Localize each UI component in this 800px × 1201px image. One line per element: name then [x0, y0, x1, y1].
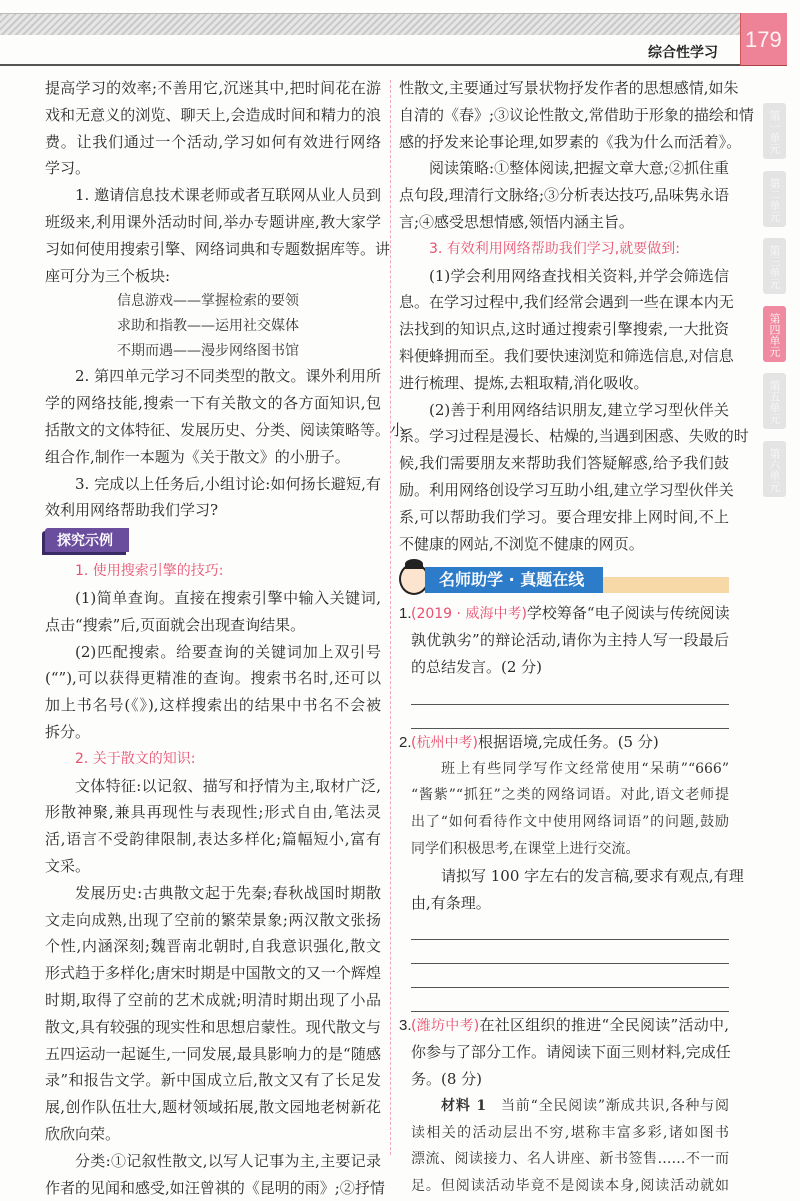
question: [399, 1012, 729, 1092]
material-text: 漂流、阅读接力、名人讲座、新书签售……不一而: [411, 1151, 729, 1168]
text-line: 进行梳理、提炼,去粗取精,消化吸收。: [399, 373, 649, 392]
paragraph: [45, 75, 381, 182]
side-tab-unit-2[interactable]: 第二单元: [763, 171, 786, 227]
text-line: 欣欣向荣。: [45, 1124, 121, 1143]
paragraph: [399, 397, 749, 558]
text-line: “酱紫”“抓狂”之类的网络词语。对此,语文老师提: [411, 787, 729, 804]
banner-stripe: [603, 577, 729, 593]
side-tab-unit-1[interactable]: 第一单元: [763, 103, 786, 159]
question-text: 在社区组织的推进“全民阅读”活动中,: [479, 1016, 729, 1035]
text-line: 信息游戏——掌握检索的要领: [117, 293, 299, 310]
question-prompt: [399, 863, 744, 1013]
question-text: 根据语境,完成任务。(5 分): [477, 732, 659, 751]
text-line: 不期而遇——漫步网络图书馆: [117, 342, 299, 359]
lecture-sections: [45, 289, 381, 363]
text-line: 同学们积极思考,在课堂上进行交流。: [411, 840, 640, 857]
text-line: 作者的见闻和感受,如汪曾祺的《昆明的雨》;②抒情: [45, 1178, 385, 1197]
question-text: 你参与了部分工作。请阅读下面三则材料,完成任: [411, 1043, 731, 1062]
material-line: [399, 1173, 729, 1200]
text-line: 发展历史:古典散文起于先秦;春秋战国时期散: [75, 883, 381, 902]
section-badge: [45, 524, 381, 558]
text-line: 系。学习过程是漫长、枯燥的,当遇到困惑、失败的时: [399, 427, 749, 446]
section-heading: 2. 关于散文的知识:: [75, 750, 196, 767]
answer-line: [411, 988, 729, 1012]
question-text: 务。(8 分): [411, 1069, 483, 1088]
header-hatch-band: [0, 13, 740, 35]
text-line: 励。利用网络创设学习互助小组,建立学习型伙伴关: [399, 480, 734, 499]
question-line: 2.(杭州中考)根据语境,完成任务。(5 分): [399, 732, 659, 751]
text-line: 法找到的知识点,这时通过搜索引擎搜索,一大批资: [399, 320, 729, 339]
question-line: [399, 654, 729, 681]
section-heading: 3. 有效利用网络帮助我们学习,就要做到:: [429, 240, 680, 257]
question-line: 1.(2019 · 威海中考)学校筹备“电子阅读与传统阅读: [399, 604, 730, 623]
text-line: 言;④感受思想情感,领悟内涵主旨。: [399, 212, 634, 231]
text-line: (2)善于利用网络结识朋友,建立学习型伙伴关: [429, 400, 729, 419]
text-line: 活,语言不受韵律限制,表达多样化;篇幅短小,富有: [45, 830, 381, 849]
text-line: 系,可以帮助我们学习。要合理安排上网时间,不上: [399, 507, 729, 526]
text-line: 个性,内涵深刻;魏晋南北朝时,自我意识强化,散文: [45, 937, 381, 956]
text-line: 座可分为三个板块:: [45, 266, 171, 285]
text-line: 性散文,主要通过写景状物抒发作者的思想感情,如朱: [399, 79, 739, 97]
paragraph: [45, 1148, 385, 1201]
question-text: 学校筹备“电子阅读与传统阅读: [526, 604, 730, 623]
page-number-tab: [740, 13, 787, 66]
answer-line: [411, 705, 729, 729]
material-line: [399, 1093, 729, 1120]
material: [399, 1093, 729, 1200]
text-line: 五四运动一起诞生,一同发展,最具影响力的是“随感: [45, 1044, 381, 1063]
text-line: 学的网络技能,搜索一下有关散文的各方面知识,包: [45, 394, 381, 413]
text-line: 组合作,制作一本题为《关于散文》的小册子。: [45, 447, 350, 466]
material-text: 读相关的活动层出不穷,堪称丰富多彩,诸如图书: [411, 1124, 729, 1141]
text-line: (1)学会利用网络查找相关资料,并学会筛选信: [429, 266, 729, 285]
question-line: [399, 1039, 729, 1066]
paragraph: [399, 263, 734, 397]
question-line: [399, 1066, 729, 1093]
paragraph: [45, 471, 381, 525]
paragraph: [45, 880, 381, 1148]
paragraph: [45, 182, 391, 289]
badge-label: 探究示例: [45, 528, 129, 552]
text-line: 请拟写 100 字左右的发言稿,要求有观点,有理: [441, 866, 744, 885]
answer-line: [411, 964, 729, 988]
text-line: 3. 完成以上任务后,小组讨论:如何扬长避短,有: [75, 474, 381, 493]
side-tab-unit-5[interactable]: 第五单元: [763, 373, 786, 429]
text-line: 括散文的文体特征、发展历史、分类、阅读策略等。小: [45, 421, 406, 440]
text-line: 戏和无意义的浏览、聊天上,会造成时间和精力的浪: [45, 105, 381, 124]
paragraph: [45, 773, 381, 880]
right-column: [399, 75, 754, 1200]
question-source: (潍坊中考): [411, 1018, 480, 1035]
text-line: 习如何使用搜索引擎、网络词典和专题数据库等。讲: [45, 239, 391, 258]
side-tab-unit-4[interactable]: 第四单元: [763, 306, 786, 362]
text-line: 学习。: [45, 159, 91, 178]
page-header: [0, 35, 740, 66]
paragraph: [45, 585, 381, 639]
text-line: 班上有些同学写作文经常使用“呆萌”“666”: [441, 760, 729, 777]
question-line: [399, 627, 729, 654]
answer-line: [411, 916, 729, 940]
text-line: 加上书名号(《》),这样搜索出的结果中书名不会被: [45, 696, 381, 715]
text-line: 文走向成熟,出现了空前的繁荣景象;两汉散文张扬: [45, 910, 381, 929]
material-line: [399, 1146, 729, 1173]
text-line: 费。让我们通过一个活动,学习如何有效进行网络: [45, 132, 381, 151]
text-line: 时期,取得了空前的艺术成就;明清时期出现了小品: [45, 990, 381, 1009]
text-line: 自清的《春》;③议论性散文,常借助于形象的描绘和情: [399, 105, 754, 124]
text-line: (1)简单查询。直接在搜索引擎中输入关键词,: [75, 589, 381, 608]
material-text: 当前“全民阅读”渐成共识,各种与阅: [500, 1097, 729, 1114]
text-line: 录”和报告文学。新中国成立后,散文又有了长足发: [45, 1071, 381, 1090]
answer-line: [411, 940, 729, 964]
answer-line: [411, 681, 729, 705]
column-divider: [390, 80, 391, 1155]
text-line: 阅读策略:①整体阅读,把握文章大意;②抓住重: [429, 159, 729, 178]
paragraph: [45, 363, 406, 470]
text-line: 不健康的网站,不浏览不健康的网页。: [399, 534, 644, 553]
question-source: (2019 · 威海中考): [411, 606, 527, 623]
question: [399, 729, 729, 756]
material-line: [399, 1120, 729, 1147]
text-line: 料便蜂拥而至。我们要快速浏览和筛选信息,对信息: [399, 346, 734, 365]
text-line: 形散神聚,兼具再现性与表现性;形式自由,笔法灵: [45, 803, 381, 822]
text-line: 文体特征:以记叙、描写和抒情为主,取材广泛,: [75, 776, 381, 795]
side-tab-unit-3[interactable]: 第三单元: [763, 238, 786, 294]
text-line: 点句段,理清行文脉络;③分析表达技巧,品味隽永语: [399, 186, 729, 205]
question: [399, 600, 729, 728]
text-line: 效利用网络帮助我们学习?: [45, 501, 219, 520]
question-source: (杭州中考): [411, 734, 478, 751]
text-line: 点击“搜索”后,页面就会出现查询结果。: [45, 615, 306, 634]
exam-banner: [399, 557, 729, 600]
text-line: 拆分。: [45, 723, 91, 741]
question-line: 3.(潍坊中考)在社区组织的推进“全民阅读”活动中,: [399, 1016, 729, 1035]
material-label: 材料 1: [441, 1097, 487, 1114]
text-line: 求助和指教——运用社交媒体: [117, 318, 299, 335]
question-text: 孰优孰劣”的辩论活动,请你为主持人写一段最后: [411, 631, 729, 650]
material-text: 足。但阅读活动毕竟不是阅读本身,阅读活动就如: [411, 1178, 729, 1195]
paragraph: [399, 155, 729, 235]
section-title: 综合性学习: [648, 45, 718, 61]
text-line: 由,有条理。: [411, 893, 491, 912]
text-line: 文采。: [45, 856, 91, 875]
text-line: 提高学习的效率;不善用它,沉迷其中,把时间花在游: [45, 79, 381, 97]
text-line: 出了“如何看待作文中使用网络词语”的问题,鼓励: [411, 814, 729, 831]
text-line: (2)匹配搜索。给要查询的关键词加上双引号: [75, 642, 381, 661]
text-line: 息。在学习过程中,我们经常会遇到一些在课本内无: [399, 293, 734, 312]
page-number: 179: [745, 27, 782, 52]
text-line: 分类:①记叙性散文,以写人记事为主,主要记录: [75, 1151, 381, 1170]
banner-title: 名师助学 · 真题在线: [425, 567, 603, 593]
text-line: 展,创作队伍壮大,题材领域拓展,散文园地老树新花: [45, 1098, 381, 1117]
text-line: 候,我们需要朋友来帮助我们答疑解惑,给予我们鼓: [399, 454, 729, 473]
text-line: 班级来,利用课外活动时间,举办专题讲座,教大家学: [45, 212, 381, 231]
section-heading: 1. 使用搜索引擎的技巧:: [75, 563, 224, 580]
text-line: 感的抒发来论事论理,如罗素的《我为什么而活着》。: [399, 132, 742, 151]
paragraph: [399, 75, 754, 155]
side-tab-unit-6[interactable]: 第六单元: [763, 441, 786, 497]
text-line: (“”),可以获得更精准的查询。搜索书名时,还可以: [45, 669, 381, 688]
left-column: [45, 75, 406, 1201]
text-line: 1. 邀请信息技术课老师或者互联网从业人员到: [75, 186, 381, 205]
text-line: 形式趋于多样化;唐宋时期是中国散文的又一个辉煌: [45, 964, 381, 983]
text-line: 2. 第四单元学习不同类型的散文。课外利用所: [75, 367, 381, 386]
text-line: 散文,具有较强的现实性和思想启蒙性。现代散文与: [45, 1017, 381, 1036]
question-passage: [399, 756, 729, 863]
paragraph: [45, 639, 381, 746]
question-text: 的总结发言。(2 分): [411, 657, 543, 676]
